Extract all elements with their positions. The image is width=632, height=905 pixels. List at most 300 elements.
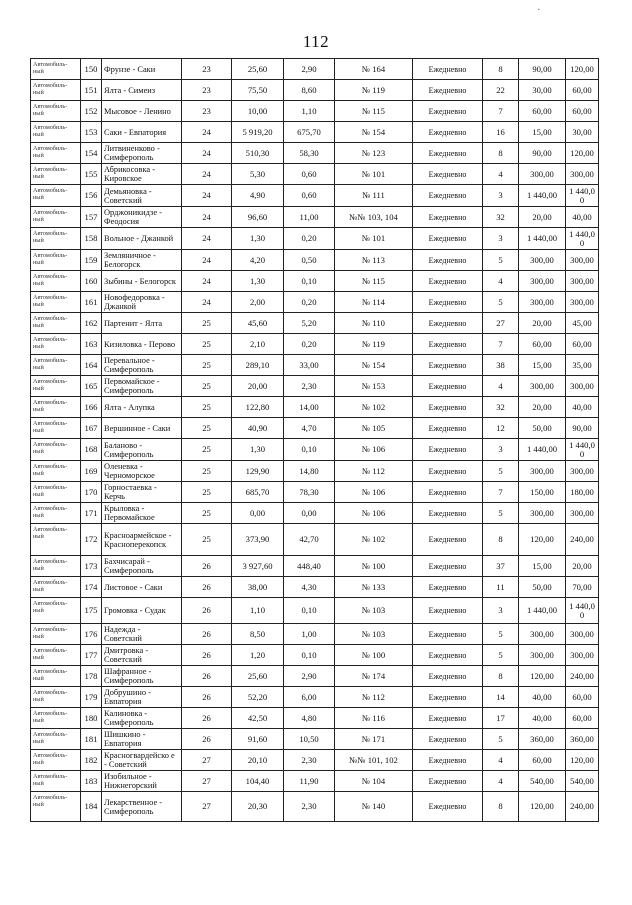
row-time: 78,30 bbox=[284, 482, 335, 503]
row-zone: 25 bbox=[182, 313, 232, 334]
row-price-b: 120,00 bbox=[566, 143, 599, 164]
row-number: 165 bbox=[81, 376, 102, 397]
row-route: Фрунзе - Саки bbox=[102, 59, 182, 80]
routes-table bbox=[30, 58, 599, 822]
row-distance: 1,30 bbox=[232, 439, 284, 461]
row-type: Автомобиль-ный bbox=[31, 334, 81, 355]
row-trips: 4 bbox=[483, 376, 519, 397]
row-price-a: 540,00 bbox=[519, 771, 566, 792]
row-permit: № 100 bbox=[335, 645, 413, 666]
row-frequency: Ежедневно bbox=[413, 143, 483, 164]
row-frequency: Ежедневно bbox=[413, 313, 483, 334]
table-row bbox=[31, 666, 599, 687]
row-zone: 24 bbox=[182, 207, 232, 228]
row-time: 0,60 bbox=[284, 185, 335, 207]
row-time: 11,00 bbox=[284, 207, 335, 228]
row-zone: 24 bbox=[182, 271, 232, 292]
row-time: 42,70 bbox=[284, 524, 335, 556]
row-price-b: 60,00 bbox=[566, 80, 599, 101]
row-price-b: 60,00 bbox=[566, 101, 599, 122]
table-row bbox=[31, 313, 599, 334]
row-number: 153 bbox=[81, 122, 102, 143]
row-price-a: 60,00 bbox=[519, 334, 566, 355]
row-price-a: 300,00 bbox=[519, 503, 566, 524]
row-frequency: Ежедневно bbox=[413, 185, 483, 207]
row-route: Вольное - Джанкой bbox=[102, 228, 182, 250]
table-row bbox=[31, 185, 599, 207]
table-row bbox=[31, 122, 599, 143]
row-frequency: Ежедневно bbox=[413, 101, 483, 122]
row-price-a: 50,00 bbox=[519, 418, 566, 439]
row-route: Вершинное - Саки bbox=[102, 418, 182, 439]
row-permit: № 114 bbox=[335, 292, 413, 313]
row-price-a: 300,00 bbox=[519, 645, 566, 666]
row-route: Земляничное - Белогорск bbox=[102, 250, 182, 271]
row-permit: № 123 bbox=[335, 143, 413, 164]
row-zone: 26 bbox=[182, 598, 232, 624]
row-route: Ялта - Алупка bbox=[102, 397, 182, 418]
row-price-a: 1 440,00 bbox=[519, 185, 566, 207]
row-route: Горностаевка - Керчь bbox=[102, 482, 182, 503]
row-permit: № 119 bbox=[335, 80, 413, 101]
table-row bbox=[31, 729, 599, 750]
row-distance: 373,90 bbox=[232, 524, 284, 556]
row-frequency: Ежедневно bbox=[413, 524, 483, 556]
row-trips: 4 bbox=[483, 271, 519, 292]
table-row bbox=[31, 771, 599, 792]
table-row bbox=[31, 750, 599, 771]
row-permit: № 106 bbox=[335, 503, 413, 524]
corner-mark: . bbox=[537, 2, 540, 13]
row-trips: 4 bbox=[483, 750, 519, 771]
row-time: 1,10 bbox=[284, 101, 335, 122]
row-price-a: 90,00 bbox=[519, 143, 566, 164]
row-route: Оленевка - Черноморское bbox=[102, 461, 182, 482]
row-type: Автомобиль-ный bbox=[31, 185, 81, 207]
row-permit: № 105 bbox=[335, 418, 413, 439]
row-number: 162 bbox=[81, 313, 102, 334]
row-time: 0,20 bbox=[284, 228, 335, 250]
row-zone: 24 bbox=[182, 250, 232, 271]
row-permit: № 113 bbox=[335, 250, 413, 271]
row-number: 181 bbox=[81, 729, 102, 750]
row-time: 675,70 bbox=[284, 122, 335, 143]
row-route: Мысовое - Ленино bbox=[102, 101, 182, 122]
row-price-b: 1 440,0 0 bbox=[566, 228, 599, 250]
row-price-b: 360,00 bbox=[566, 729, 599, 750]
table-row bbox=[31, 228, 599, 250]
row-price-a: 60,00 bbox=[519, 750, 566, 771]
row-frequency: Ежедневно bbox=[413, 418, 483, 439]
row-type: Автомобиль-ный bbox=[31, 666, 81, 687]
row-zone: 24 bbox=[182, 164, 232, 185]
row-number: 180 bbox=[81, 708, 102, 729]
row-number: 164 bbox=[81, 355, 102, 376]
row-type: Автомобиль-ный bbox=[31, 524, 81, 556]
row-number: 179 bbox=[81, 687, 102, 708]
row-frequency: Ежедневно bbox=[413, 556, 483, 577]
row-frequency: Ежедневно bbox=[413, 334, 483, 355]
row-distance: 4,90 bbox=[232, 185, 284, 207]
row-permit: № 103 bbox=[335, 624, 413, 645]
row-number: 151 bbox=[81, 80, 102, 101]
row-route: Надежда - Советский bbox=[102, 624, 182, 645]
row-price-b: 300,00 bbox=[566, 250, 599, 271]
row-type: Автомобиль-ный bbox=[31, 59, 81, 80]
row-type: Автомобиль-ный bbox=[31, 397, 81, 418]
row-distance: 96,60 bbox=[232, 207, 284, 228]
row-time: 14,80 bbox=[284, 461, 335, 482]
row-number: 168 bbox=[81, 439, 102, 461]
row-permit: № 115 bbox=[335, 101, 413, 122]
row-zone: 26 bbox=[182, 729, 232, 750]
row-permit: № 102 bbox=[335, 524, 413, 556]
row-permit: № 153 bbox=[335, 376, 413, 397]
row-frequency: Ежедневно bbox=[413, 577, 483, 598]
row-trips: 12 bbox=[483, 418, 519, 439]
row-zone: 26 bbox=[182, 645, 232, 666]
row-type: Автомобиль-ный bbox=[31, 624, 81, 645]
row-frequency: Ежедневно bbox=[413, 708, 483, 729]
row-number: 170 bbox=[81, 482, 102, 503]
row-frequency: Ежедневно bbox=[413, 687, 483, 708]
row-number: 159 bbox=[81, 250, 102, 271]
row-permit: № 171 bbox=[335, 729, 413, 750]
row-price-a: 15,00 bbox=[519, 556, 566, 577]
row-number: 167 bbox=[81, 418, 102, 439]
row-route: Кизиловка - Перово bbox=[102, 334, 182, 355]
row-time: 8,60 bbox=[284, 80, 335, 101]
row-frequency: Ежедневно bbox=[413, 482, 483, 503]
row-type: Автомобиль-ный bbox=[31, 207, 81, 228]
row-permit: № 140 bbox=[335, 792, 413, 822]
row-zone: 26 bbox=[182, 556, 232, 577]
row-time: 0,50 bbox=[284, 250, 335, 271]
row-trips: 8 bbox=[483, 666, 519, 687]
table-row bbox=[31, 418, 599, 439]
row-route: Литвиненково - Симферополь bbox=[102, 143, 182, 164]
table-row bbox=[31, 624, 599, 645]
table-row bbox=[31, 503, 599, 524]
row-distance: 685,70 bbox=[232, 482, 284, 503]
row-price-a: 30,00 bbox=[519, 80, 566, 101]
row-time: 0,10 bbox=[284, 598, 335, 624]
row-time: 2,30 bbox=[284, 750, 335, 771]
row-number: 171 bbox=[81, 503, 102, 524]
row-zone: 27 bbox=[182, 750, 232, 771]
row-trips: 32 bbox=[483, 397, 519, 418]
row-number: 163 bbox=[81, 334, 102, 355]
table-row bbox=[31, 334, 599, 355]
row-price-a: 60,00 bbox=[519, 101, 566, 122]
row-price-b: 300,00 bbox=[566, 164, 599, 185]
row-price-a: 300,00 bbox=[519, 292, 566, 313]
row-price-b: 180,00 bbox=[566, 482, 599, 503]
row-number: 174 bbox=[81, 577, 102, 598]
row-permit: № 115 bbox=[335, 271, 413, 292]
row-frequency: Ежедневно bbox=[413, 271, 483, 292]
row-price-a: 360,00 bbox=[519, 729, 566, 750]
row-trips: 5 bbox=[483, 461, 519, 482]
row-zone: 24 bbox=[182, 122, 232, 143]
row-permit: № 112 bbox=[335, 461, 413, 482]
row-price-b: 300,00 bbox=[566, 292, 599, 313]
row-distance: 1,10 bbox=[232, 598, 284, 624]
row-frequency: Ежедневно bbox=[413, 228, 483, 250]
row-frequency: Ежедневно bbox=[413, 59, 483, 80]
row-frequency: Ежедневно bbox=[413, 729, 483, 750]
row-frequency: Ежедневно bbox=[413, 376, 483, 397]
row-number: 161 bbox=[81, 292, 102, 313]
row-distance: 129,90 bbox=[232, 461, 284, 482]
row-route: Ялта - Симеиз bbox=[102, 80, 182, 101]
row-distance: 75,50 bbox=[232, 80, 284, 101]
row-route: Баланово - Симферополь bbox=[102, 439, 182, 461]
row-type: Автомобиль-ный bbox=[31, 461, 81, 482]
row-distance: 45,60 bbox=[232, 313, 284, 334]
row-trips: 27 bbox=[483, 313, 519, 334]
row-permit: № 154 bbox=[335, 122, 413, 143]
row-frequency: Ежедневно bbox=[413, 122, 483, 143]
row-frequency: Ежедневно bbox=[413, 750, 483, 771]
row-time: 0,20 bbox=[284, 292, 335, 313]
row-frequency: Ежедневно bbox=[413, 355, 483, 376]
table-row bbox=[31, 80, 599, 101]
row-type: Автомобиль-ный bbox=[31, 645, 81, 666]
row-permit: № 100 bbox=[335, 556, 413, 577]
row-number: 172 bbox=[81, 524, 102, 556]
row-distance: 91,60 bbox=[232, 729, 284, 750]
row-trips: 8 bbox=[483, 59, 519, 80]
row-permit: № 101 bbox=[335, 164, 413, 185]
row-price-a: 15,00 bbox=[519, 355, 566, 376]
row-route: Новофедоровка - Джанкой bbox=[102, 292, 182, 313]
row-number: 169 bbox=[81, 461, 102, 482]
row-distance: 25,60 bbox=[232, 59, 284, 80]
row-number: 176 bbox=[81, 624, 102, 645]
row-trips: 7 bbox=[483, 334, 519, 355]
row-time: 0,00 bbox=[284, 503, 335, 524]
row-permit: № 116 bbox=[335, 708, 413, 729]
table-row bbox=[31, 164, 599, 185]
table-row bbox=[31, 101, 599, 122]
row-price-a: 300,00 bbox=[519, 250, 566, 271]
row-price-b: 30,00 bbox=[566, 122, 599, 143]
row-type: Автомобиль-ный bbox=[31, 143, 81, 164]
row-distance: 20,00 bbox=[232, 376, 284, 397]
row-price-a: 1 440,00 bbox=[519, 439, 566, 461]
row-price-a: 120,00 bbox=[519, 792, 566, 822]
row-price-b: 300,00 bbox=[566, 271, 599, 292]
row-zone: 24 bbox=[182, 292, 232, 313]
row-number: 157 bbox=[81, 207, 102, 228]
row-trips: 3 bbox=[483, 185, 519, 207]
row-zone: 27 bbox=[182, 771, 232, 792]
row-price-b: 240,00 bbox=[566, 666, 599, 687]
row-frequency: Ежедневно bbox=[413, 645, 483, 666]
row-price-b: 60,00 bbox=[566, 334, 599, 355]
table-row bbox=[31, 439, 599, 461]
row-route: Партенит - Ялта bbox=[102, 313, 182, 334]
row-price-b: 120,00 bbox=[566, 750, 599, 771]
row-time: 14,00 bbox=[284, 397, 335, 418]
row-price-a: 120,00 bbox=[519, 666, 566, 687]
row-trips: 7 bbox=[483, 482, 519, 503]
table-row bbox=[31, 271, 599, 292]
row-price-a: 40,00 bbox=[519, 708, 566, 729]
table-row bbox=[31, 376, 599, 397]
row-distance: 3 927,60 bbox=[232, 556, 284, 577]
row-price-b: 300,00 bbox=[566, 503, 599, 524]
row-time: 0,60 bbox=[284, 164, 335, 185]
row-permit: № 103 bbox=[335, 598, 413, 624]
row-type: Автомобиль-ный bbox=[31, 750, 81, 771]
row-distance: 289,10 bbox=[232, 355, 284, 376]
row-trips: 16 bbox=[483, 122, 519, 143]
row-zone: 26 bbox=[182, 624, 232, 645]
row-distance: 2,10 bbox=[232, 334, 284, 355]
row-price-b: 540,00 bbox=[566, 771, 599, 792]
row-permit: №№ 101, 102 bbox=[335, 750, 413, 771]
row-type: Автомобиль-ный bbox=[31, 439, 81, 461]
row-price-b: 90,00 bbox=[566, 418, 599, 439]
row-price-b: 1 440,0 0 bbox=[566, 598, 599, 624]
row-permit: № 110 bbox=[335, 313, 413, 334]
row-route: Первомайское - Симферополь bbox=[102, 376, 182, 397]
row-route: Дмитровка - Советский bbox=[102, 645, 182, 666]
table-row bbox=[31, 461, 599, 482]
row-type: Автомобиль-ный bbox=[31, 228, 81, 250]
row-frequency: Ежедневно bbox=[413, 207, 483, 228]
row-time: 0,20 bbox=[284, 334, 335, 355]
row-distance: 40,90 bbox=[232, 418, 284, 439]
row-trips: 38 bbox=[483, 355, 519, 376]
row-route: Бахчисарай - Симферополь bbox=[102, 556, 182, 577]
row-price-a: 150,00 bbox=[519, 482, 566, 503]
row-number: 150 bbox=[81, 59, 102, 80]
row-distance: 25,60 bbox=[232, 666, 284, 687]
row-trips: 5 bbox=[483, 250, 519, 271]
row-route: Демьяновка - Советский bbox=[102, 185, 182, 207]
row-distance: 5,30 bbox=[232, 164, 284, 185]
row-time: 4,80 bbox=[284, 708, 335, 729]
row-permit: № 133 bbox=[335, 577, 413, 598]
row-type: Автомобиль-ный bbox=[31, 101, 81, 122]
row-frequency: Ежедневно bbox=[413, 292, 483, 313]
row-time: 1,00 bbox=[284, 624, 335, 645]
row-distance: 38,00 bbox=[232, 577, 284, 598]
row-type: Автомобиль-ный bbox=[31, 687, 81, 708]
row-time: 2,30 bbox=[284, 792, 335, 822]
row-zone: 24 bbox=[182, 143, 232, 164]
row-type: Автомобиль-ный bbox=[31, 313, 81, 334]
row-number: 184 bbox=[81, 792, 102, 822]
row-frequency: Ежедневно bbox=[413, 250, 483, 271]
row-distance: 52,20 bbox=[232, 687, 284, 708]
row-number: 182 bbox=[81, 750, 102, 771]
row-route: Орджоникидзе - Феодосия bbox=[102, 207, 182, 228]
row-permit: № 101 bbox=[335, 228, 413, 250]
row-price-a: 20,00 bbox=[519, 397, 566, 418]
table-row bbox=[31, 792, 599, 822]
row-type: Автомобиль-ный bbox=[31, 292, 81, 313]
row-distance: 20,30 bbox=[232, 792, 284, 822]
row-type: Автомобиль-ный bbox=[31, 482, 81, 503]
row-route: Калиновка - Симферополь bbox=[102, 708, 182, 729]
row-number: 177 bbox=[81, 645, 102, 666]
row-zone: 25 bbox=[182, 503, 232, 524]
row-price-b: 240,00 bbox=[566, 524, 599, 556]
row-frequency: Ежедневно bbox=[413, 164, 483, 185]
row-price-a: 90,00 bbox=[519, 59, 566, 80]
row-zone: 25 bbox=[182, 355, 232, 376]
row-price-b: 120,00 bbox=[566, 59, 599, 80]
table-row bbox=[31, 59, 599, 80]
row-type: Автомобиль-ный bbox=[31, 122, 81, 143]
row-time: 10,50 bbox=[284, 729, 335, 750]
table-row bbox=[31, 687, 599, 708]
row-number: 152 bbox=[81, 101, 102, 122]
row-price-a: 40,00 bbox=[519, 687, 566, 708]
row-price-a: 20,00 bbox=[519, 207, 566, 228]
row-price-b: 60,00 bbox=[566, 708, 599, 729]
row-frequency: Ежедневно bbox=[413, 666, 483, 687]
row-time: 58,30 bbox=[284, 143, 335, 164]
row-time: 5,20 bbox=[284, 313, 335, 334]
row-distance: 42,50 bbox=[232, 708, 284, 729]
row-distance: 510,30 bbox=[232, 143, 284, 164]
table-row bbox=[31, 397, 599, 418]
row-permit: № 164 bbox=[335, 59, 413, 80]
row-price-a: 1 440,00 bbox=[519, 228, 566, 250]
row-distance: 0,00 bbox=[232, 503, 284, 524]
row-price-b: 20,00 bbox=[566, 556, 599, 577]
row-frequency: Ежедневно bbox=[413, 598, 483, 624]
row-time: 6,00 bbox=[284, 687, 335, 708]
row-trips: 5 bbox=[483, 292, 519, 313]
row-zone: 26 bbox=[182, 577, 232, 598]
row-trips: 37 bbox=[483, 556, 519, 577]
row-zone: 27 bbox=[182, 792, 232, 822]
row-zone: 25 bbox=[182, 418, 232, 439]
row-permit: № 102 bbox=[335, 397, 413, 418]
row-trips: 4 bbox=[483, 771, 519, 792]
row-type: Автомобиль-ный bbox=[31, 598, 81, 624]
row-price-b: 1 440,0 0 bbox=[566, 439, 599, 461]
row-zone: 25 bbox=[182, 397, 232, 418]
row-route: Листовое - Саки bbox=[102, 577, 182, 598]
row-price-a: 15,00 bbox=[519, 122, 566, 143]
row-permit: № 106 bbox=[335, 482, 413, 503]
row-time: 33,00 bbox=[284, 355, 335, 376]
row-number: 156 bbox=[81, 185, 102, 207]
row-price-b: 70,00 bbox=[566, 577, 599, 598]
row-price-b: 300,00 bbox=[566, 624, 599, 645]
row-route: Добрушино - Евпатория bbox=[102, 687, 182, 708]
row-type: Автомобиль-ный bbox=[31, 355, 81, 376]
row-trips: 14 bbox=[483, 687, 519, 708]
row-price-b: 35,00 bbox=[566, 355, 599, 376]
row-type: Автомобиль-ный bbox=[31, 708, 81, 729]
row-price-a: 300,00 bbox=[519, 461, 566, 482]
row-type: Автомобиль-ный bbox=[31, 577, 81, 598]
row-route: Шафранное - Симферополь bbox=[102, 666, 182, 687]
row-time: 0,10 bbox=[284, 439, 335, 461]
row-frequency: Ежедневно bbox=[413, 503, 483, 524]
row-route: Громовка - Судак bbox=[102, 598, 182, 624]
row-distance: 122,80 bbox=[232, 397, 284, 418]
row-distance: 20,10 bbox=[232, 750, 284, 771]
